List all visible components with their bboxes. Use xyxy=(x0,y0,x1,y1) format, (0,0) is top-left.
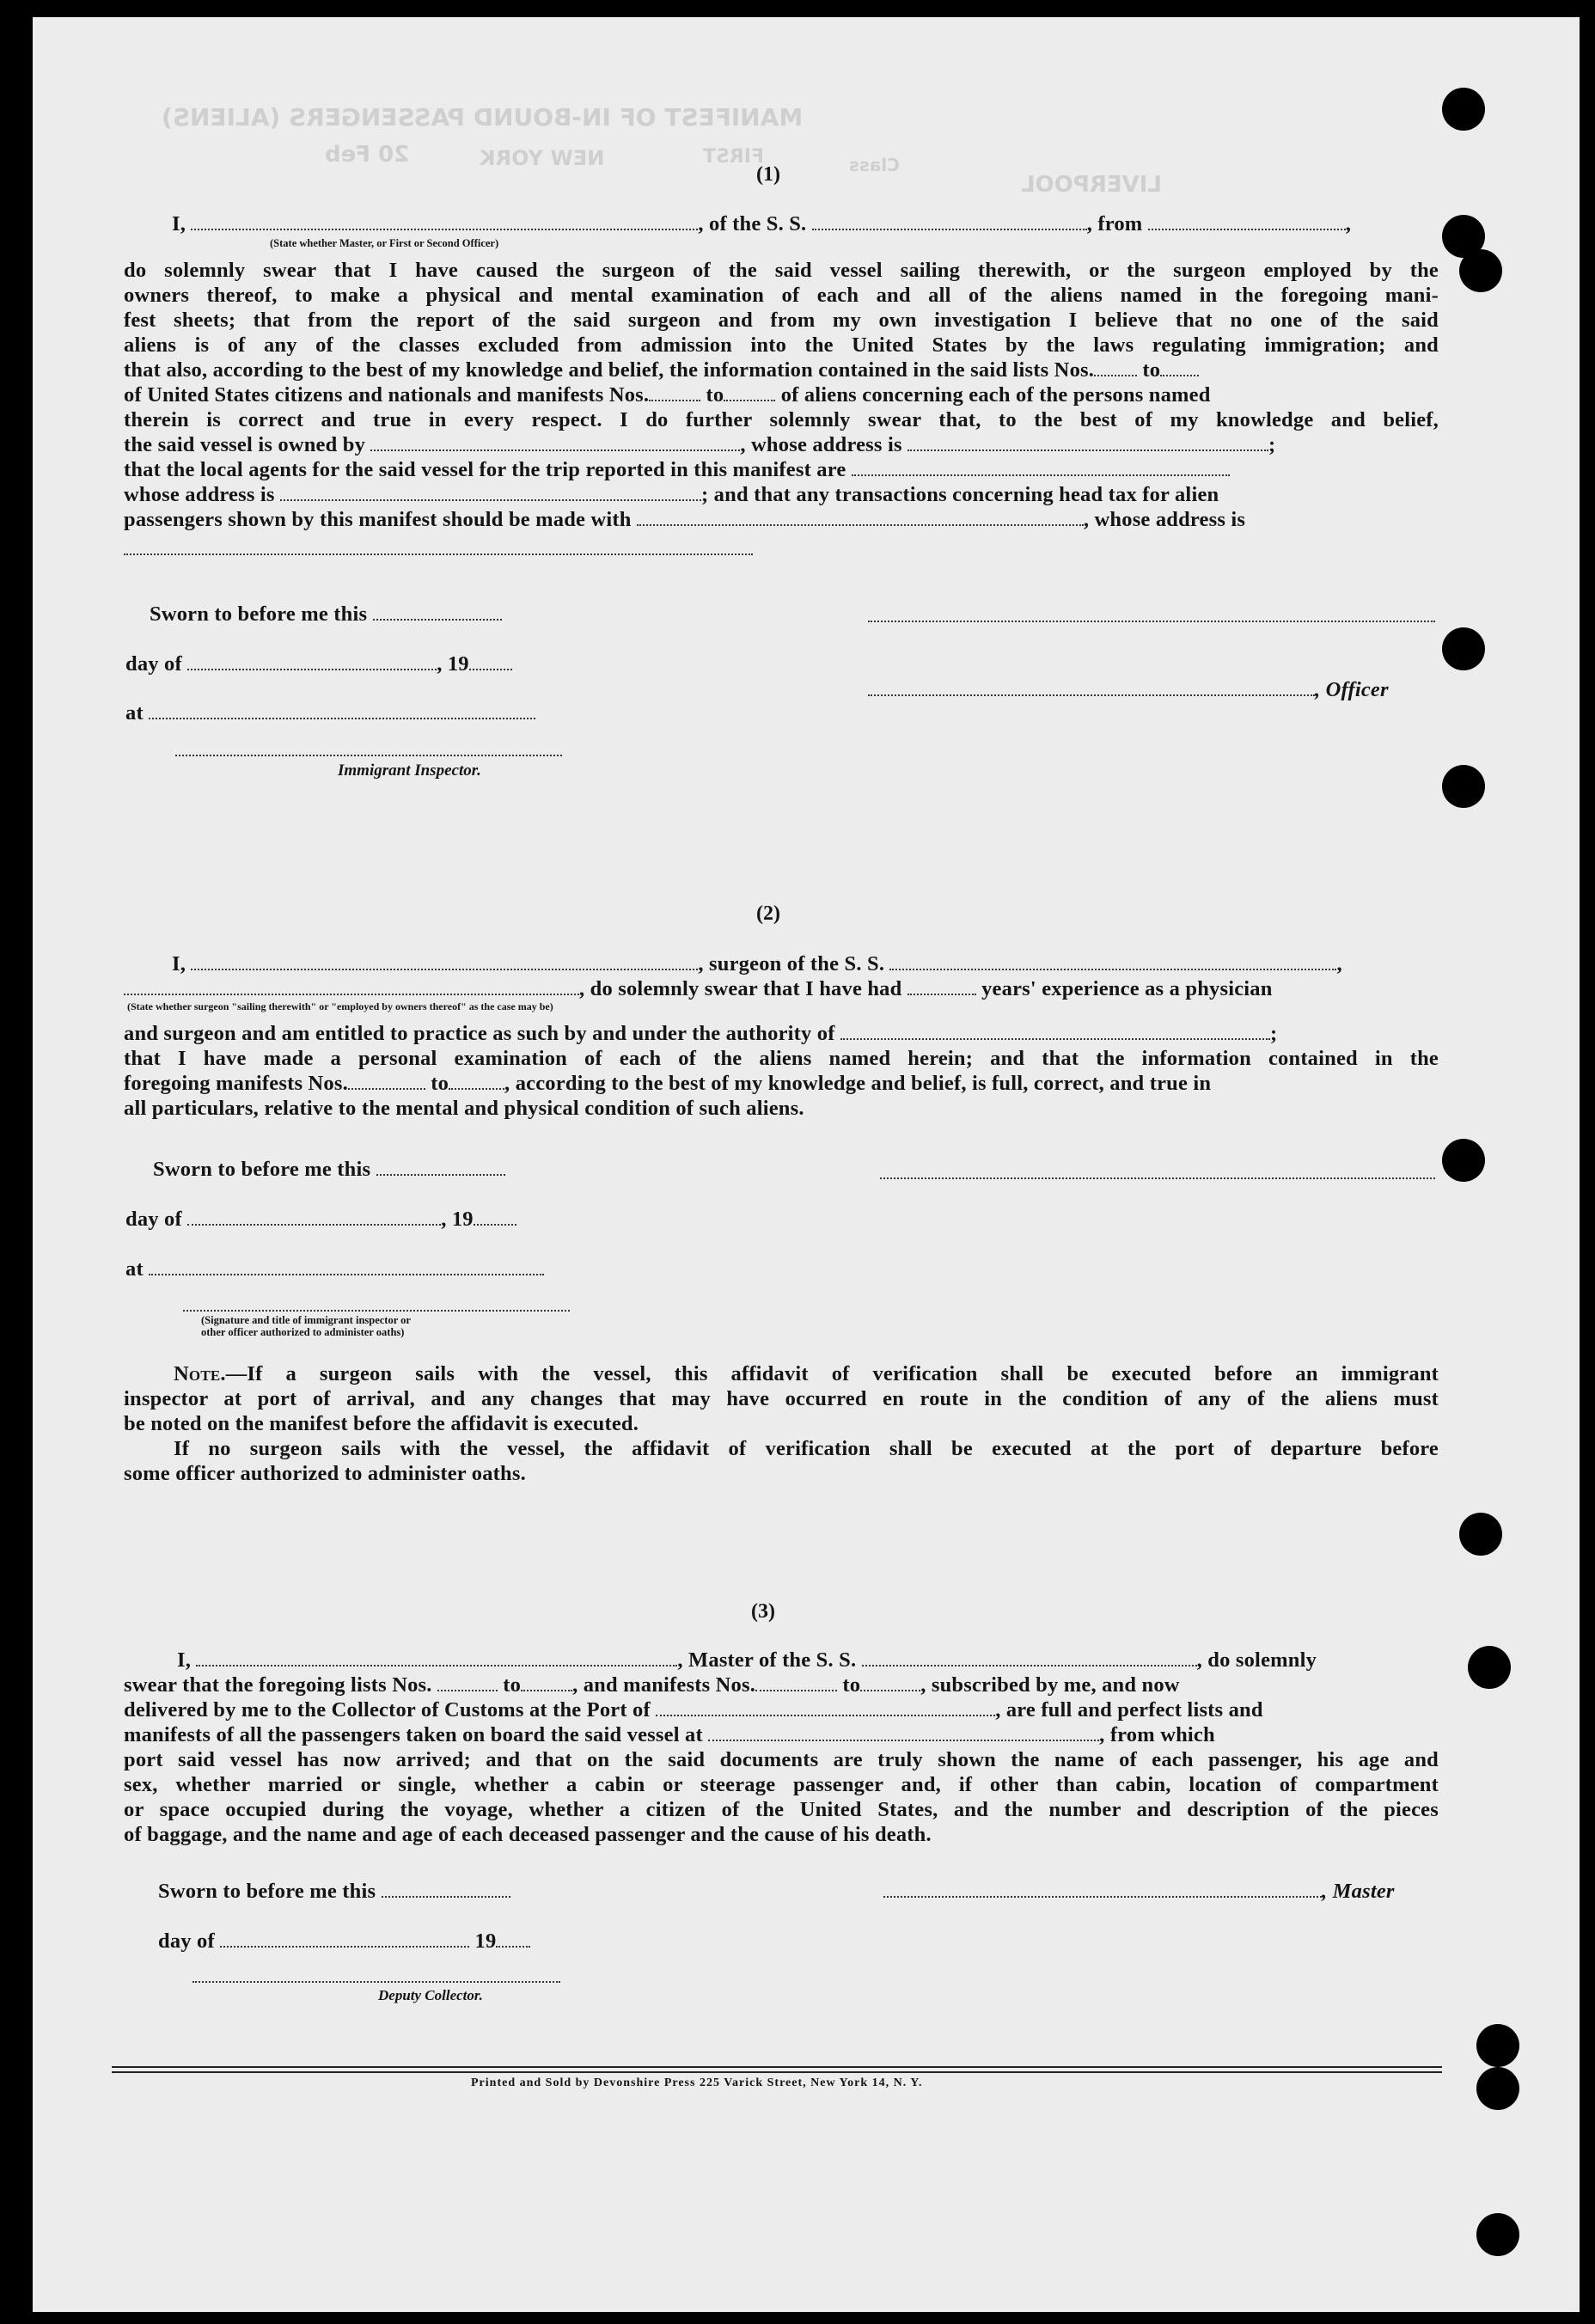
address-line xyxy=(124,553,753,555)
sec3-sworn: Sworn to before me this xyxy=(158,1879,510,1905)
sec1-text-line: aliens is of any of the classes excluded from admission into the United States by the laws regulating immigration; and xyxy=(124,333,1439,357)
sec1-text-line: passengers shown by this manifest should be made with , whose address is xyxy=(124,508,1246,531)
sec3-text-line: delivered by me to the Collector of Customs at the Port of , are full and perfect lists and xyxy=(124,1698,1263,1722)
sec2-text-line: that I have made a personal examination of each of the aliens named herein; and that the information contained in the xyxy=(124,1047,1439,1070)
note-line: some officer authorized to administer oaths. xyxy=(124,1462,526,1485)
note-line: inspector at port of arrival, and any changes that may have occurred en route in the condition of any of the aliens must xyxy=(124,1387,1439,1410)
sec2-at: at xyxy=(125,1257,544,1282)
sec1-dayof: day of , 19 xyxy=(125,651,512,677)
sec1-officer: , Officer xyxy=(868,677,1389,703)
sec2-text-line: foregoing manifests Nos. to , according to the best of my knowledge and belief, is full, correct, and true in xyxy=(124,1072,1212,1095)
binder-hole xyxy=(1459,249,1502,292)
sec1-line-1: I, , of the S. S. , from , xyxy=(172,212,1352,235)
surgeon-signature-line xyxy=(880,1177,1435,1179)
show-through-port: NEW YORK xyxy=(480,146,605,170)
show-through-date: 20 Feb xyxy=(325,142,410,168)
sec3-text-line: swear that the foregoing lists Nos. to , and manifests Nos. to , subscribed by me, and now xyxy=(124,1673,1180,1697)
binder-hole xyxy=(1442,1139,1485,1182)
sec2-text-line: all particulars, relative to the mental and physical condition of such aliens. xyxy=(124,1097,804,1120)
sig-caption-1: (Signature and title of immigrant inspector or xyxy=(201,1314,411,1326)
binder-hole xyxy=(1476,2024,1519,2067)
sec1-text-line: fest sheets; that from the report of the said surgeon and from my own investigation I believe that no one of the said xyxy=(124,309,1439,332)
sec1-sworn: Sworn to before me this xyxy=(150,602,502,627)
footer-rule xyxy=(112,2071,1442,2073)
sec1-at: at xyxy=(125,700,535,726)
inspector-caption: Immigrant Inspector. xyxy=(338,761,481,780)
sec2-sworn: Sworn to before me this xyxy=(153,1157,505,1183)
note-line: be noted on the manifest before the affidavit is executed. xyxy=(124,1412,639,1435)
collector-signature-line xyxy=(192,1981,560,1983)
sig-caption-2: other officer authorized to administer oaths) xyxy=(201,1326,405,1338)
printer-credit: Printed and Sold by Devonshire Press 225 Varick Street, New York 14, N. Y. xyxy=(471,2076,923,2089)
sec1-text-line: that the local agents for the said vessel for the trip reported in this manifest are xyxy=(124,457,1230,483)
sec1-text-line: do solemnly swear that I have caused the surgeon of the said vessel sailing therewith, or the surgeon employed by the xyxy=(124,259,1439,282)
note-line: If no surgeon sails with the vessel, the affidavit of verification shall be executed at the port of departure before xyxy=(174,1437,1439,1460)
sec3-text-line: or space occupied during the voyage, whether a citizen of the United States, and the number and description of the pieces xyxy=(124,1798,1439,1821)
inspector-signature-line xyxy=(183,1310,570,1312)
sec2-dayof: day of , 19 xyxy=(125,1207,516,1232)
sec1-text-line: that also, according to the best of my knowledge and belief, the information contained in the said lists Nos. to xyxy=(124,358,1199,383)
manifest-reverse-page xyxy=(33,17,1580,2312)
sec1-text-line: of United States citizens and nationals and manifests Nos. to of aliens concerning each of the persons named xyxy=(124,383,1211,407)
sec1-text-line: whose address is ; and that any transactions concerning head tax for alien xyxy=(124,483,1219,506)
note-line-1: Note.—If a surgeon sails with the vessel, this affidavit of verification shall be executed before an immigrant xyxy=(174,1362,1439,1385)
binder-hole xyxy=(1459,1513,1502,1556)
sec2-line-1: I, , surgeon of the S. S. , xyxy=(172,952,1342,975)
sec3-dayof: day of 19 xyxy=(158,1929,530,1954)
show-through-class-label: Class xyxy=(849,155,900,175)
binder-hole xyxy=(1468,1646,1511,1689)
binder-hole xyxy=(1476,2213,1519,2256)
sec3-text-line: port said vessel has now arrived; and that on the said documents are truly shown the name of each passenger, his age and xyxy=(124,1748,1439,1771)
binder-hole xyxy=(1442,627,1485,670)
sec1-text-line: owners thereof, to make a physical and mental examination of each and all of the aliens named in the foregoing mani- xyxy=(124,284,1439,307)
sec3-text-line: sex, whether married or single, whether a cabin or steerage passenger and, if other than cabin, location of compartment xyxy=(124,1773,1439,1796)
sec2-text-line: and surgeon and am entitled to practice as such by and under the authority of ; xyxy=(124,1022,1278,1045)
inspector-signature-line xyxy=(175,755,562,756)
section-1-number: (1) xyxy=(756,163,780,186)
sec3-line-1: I, , Master of the S. S. , do solemnly xyxy=(177,1648,1317,1672)
sec2-surgeon-caption: (State whether surgeon "sailing therewith" or "employed by owners thereof" as the case may be) xyxy=(127,1000,553,1012)
sec3-text-line: manifests of all the passengers taken on board the said vessel at , from which xyxy=(124,1723,1215,1746)
binder-hole xyxy=(1442,765,1485,808)
show-through-port-2: LIVERPOOL xyxy=(1021,172,1162,198)
section-2-number: (2) xyxy=(756,902,780,925)
collector-caption: Deputy Collector. xyxy=(378,1987,483,2003)
officer-signature-line xyxy=(868,621,1435,622)
sec3-text-line: of baggage, and the name and age of each deceased passenger and the cause of his death. xyxy=(124,1823,932,1846)
sec1-officer-caption: (State whether Master, or First or Second Officer) xyxy=(270,237,499,249)
section-3-number: (3) xyxy=(751,1600,775,1623)
binder-hole xyxy=(1442,88,1485,131)
sec2-line-2: , do solemnly swear that I have had years' experience as a physician xyxy=(124,976,1273,1002)
show-through-title: MANIFEST OF IN-BOUND PASSENGERS (ALIENS) xyxy=(162,103,804,131)
sec3-master: , Master xyxy=(883,1879,1395,1905)
show-through-class: FIRST xyxy=(703,146,765,168)
sec1-text-line: therein is correct and true in every respect. I do further solemnly swear that, to the best of my knowledge and belief, xyxy=(124,408,1439,431)
binder-hole xyxy=(1476,2067,1519,2110)
footer-rule xyxy=(112,2066,1442,2068)
sec1-text-line: the said vessel is owned by , whose address is ; xyxy=(124,433,1276,456)
